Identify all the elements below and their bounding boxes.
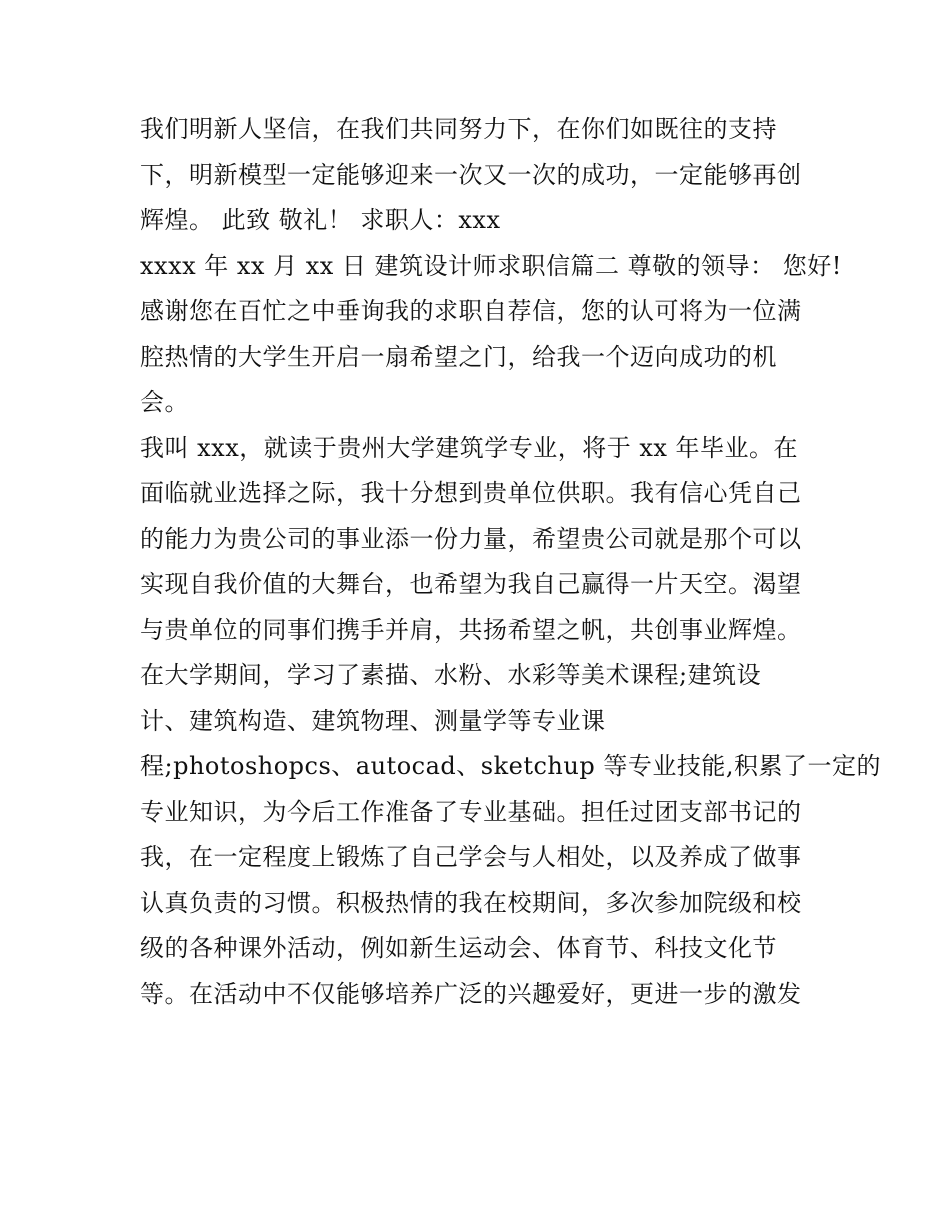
body-text — [140, 107, 881, 1017]
text-line: 会。 — [140, 388, 189, 416]
text-line: 面临就业选择之际，我十分想到贵单位供职。我有信心凭自己 — [140, 479, 802, 507]
text-line: 辉煌。 此致 敬礼！ 求职人：xxx — [140, 206, 501, 234]
text-line: 我们明新人坚信，在我们共同努力下，在你们如既往的支持 — [140, 115, 777, 143]
text-line: 腔热情的大学生开启一扇希望之门，给我一个迈向成功的机 — [140, 342, 777, 371]
text-line: 我叫 xxx，就读于贵州大学建筑学专业，将于 xx 年毕业。在 — [140, 433, 799, 462]
text-line: 级的各种课外活动，例如新生运动会、体育节、科技文化节 — [140, 934, 777, 962]
text-line: 与贵单位的同事们携手并肩，共扬希望之帆，共创事业辉煌。 — [140, 615, 802, 644]
text-line: 感谢您在百忙之中垂询我的求职自荐信，您的认可将为一位满 — [140, 297, 802, 325]
text-line: 下，明新模型一定能够迎来一次又一次的成功，一定能够再创 — [140, 160, 802, 189]
text-line: 在大学期间，学习了素描、水粉、水彩等美术课程;建筑设 — [140, 661, 762, 689]
text-line: 实现自我价值的大舞台，也希望为我自己赢得一片天空。渴望 — [140, 570, 802, 598]
text-line: 程;photoshopcs、autocad、sketchup 等专业技能,积累了一定的 — [140, 752, 881, 780]
text-line: 我，在一定程度上锻炼了自己学会与人相处，以及养成了做事 — [140, 843, 802, 871]
text-line: 认真负责的习惯。积极热情的我在校期间，多次参加院级和校 — [140, 888, 802, 917]
text-line: xxxx 年 xx 月 xx 日 建筑设计师求职信篇二 尊敬的领导： 您好! — [140, 251, 842, 280]
text-line: 等。在活动中不仅能够培养广泛的兴趣爱好，更进一步的激发 — [140, 979, 802, 1008]
text-line: 的能力为贵公司的事业添一份力量，希望贵公司就是那个可以 — [140, 524, 802, 553]
text-line: 计、建筑构造、建筑物理、测量学等专业课 — [140, 706, 606, 735]
text-line: 专业知识，为今后工作准备了专业基础。担任过团支部书记的 — [140, 797, 802, 826]
